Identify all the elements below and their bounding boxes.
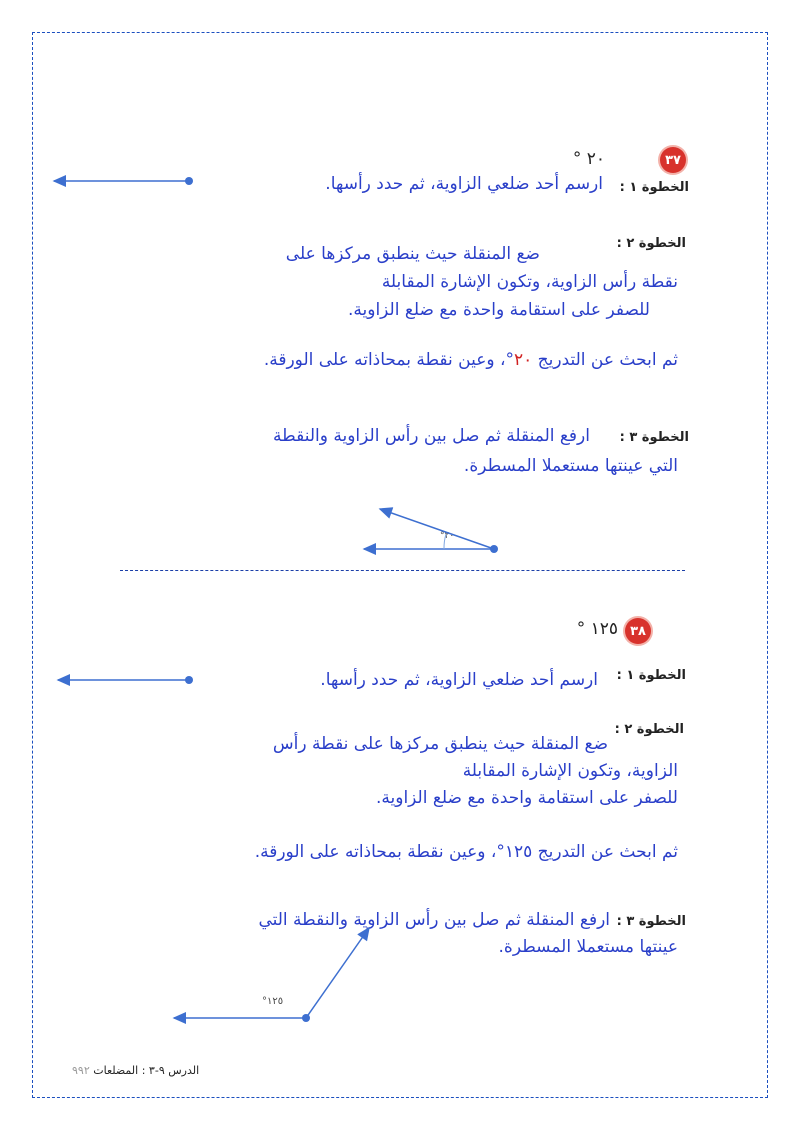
step-1-text: ارسم أحد ضلعي الزاوية، ثم حدد رأسها.: [320, 670, 598, 690]
step-2-label: الخطوة ٢ :: [616, 236, 686, 251]
step-3-label: الخطوة ٣ :: [619, 430, 689, 445]
angle-diagram-20: [364, 509, 498, 553]
step-3-label: الخطوة ٣ :: [616, 914, 686, 929]
angle-measure: ١٢٥ °: [576, 619, 618, 639]
problem-number-badge: ٣٧: [660, 147, 686, 173]
angle-measure: ٢٠ °: [572, 149, 605, 169]
problem-number-badge: ٣٨: [625, 618, 651, 644]
step-2-line-4: ثم ابحث عن التدريج ٢٠°، وعين نقطة بمحاذاته على الورقة.: [263, 350, 678, 370]
step-2-line-2: الزاوية، وتكون الإشارة المقابلة: [462, 761, 678, 781]
ray-step-1: [58, 676, 193, 684]
footer-lesson: الدرس ٩-٣ : المضلعات: [93, 1064, 200, 1077]
step-2-line-1: ضع المنقلة حيث ينطبق مركزها على نقطة رأس: [272, 734, 608, 754]
step-1-label: الخطوة ١ :: [616, 668, 686, 683]
page-number: ٩٩٢: [72, 1064, 90, 1077]
step-2-label: الخطوة ٢ :: [614, 722, 684, 737]
step-1-label: الخطوة ١ :: [619, 180, 689, 195]
step-3-line-2: عينتها مستعملا المسطرة.: [498, 937, 678, 957]
step-2-line-1: ضع المنقلة حيث ينطبق مركزها على: [285, 244, 540, 264]
step-1-text: ارسم أحد ضلعي الزاوية، ثم حدد رأسها.: [325, 174, 603, 194]
step-3-line-2: التي عينتها مستعملا المسطرة.: [463, 456, 678, 476]
highlighted-value: ٢٠: [513, 350, 533, 370]
step-2-line-2: نقطة رأس الزاوية، وتكون الإشارة المقابلة: [381, 272, 678, 292]
angle-diagram-125: [174, 928, 369, 1022]
step-3-line-1: ارفع المنقلة ثم صل بين رأس الزاوية والنقطة التي: [258, 910, 610, 930]
step-2-line-3: للصفر على استقامة واحدة مع ضلع الزاوية.: [348, 300, 650, 320]
step-2-line-4: ثم ابحث عن التدريج ١٢٥°، وعين نقطة بمحاذاته على الورقة.: [254, 842, 678, 862]
ray-step-1: [54, 177, 193, 185]
angle-diagram-label: °١٢٥: [262, 996, 284, 1007]
angle-diagram-label: °٢٠: [440, 531, 455, 541]
step-2-line-3: للصفر على استقامة واحدة مع ضلع الزاوية.: [376, 788, 678, 808]
step-3-line-1: ارفع المنقلة ثم صل بين رأس الزاوية والنقطة: [273, 426, 590, 446]
page-footer: [72, 1064, 199, 1077]
